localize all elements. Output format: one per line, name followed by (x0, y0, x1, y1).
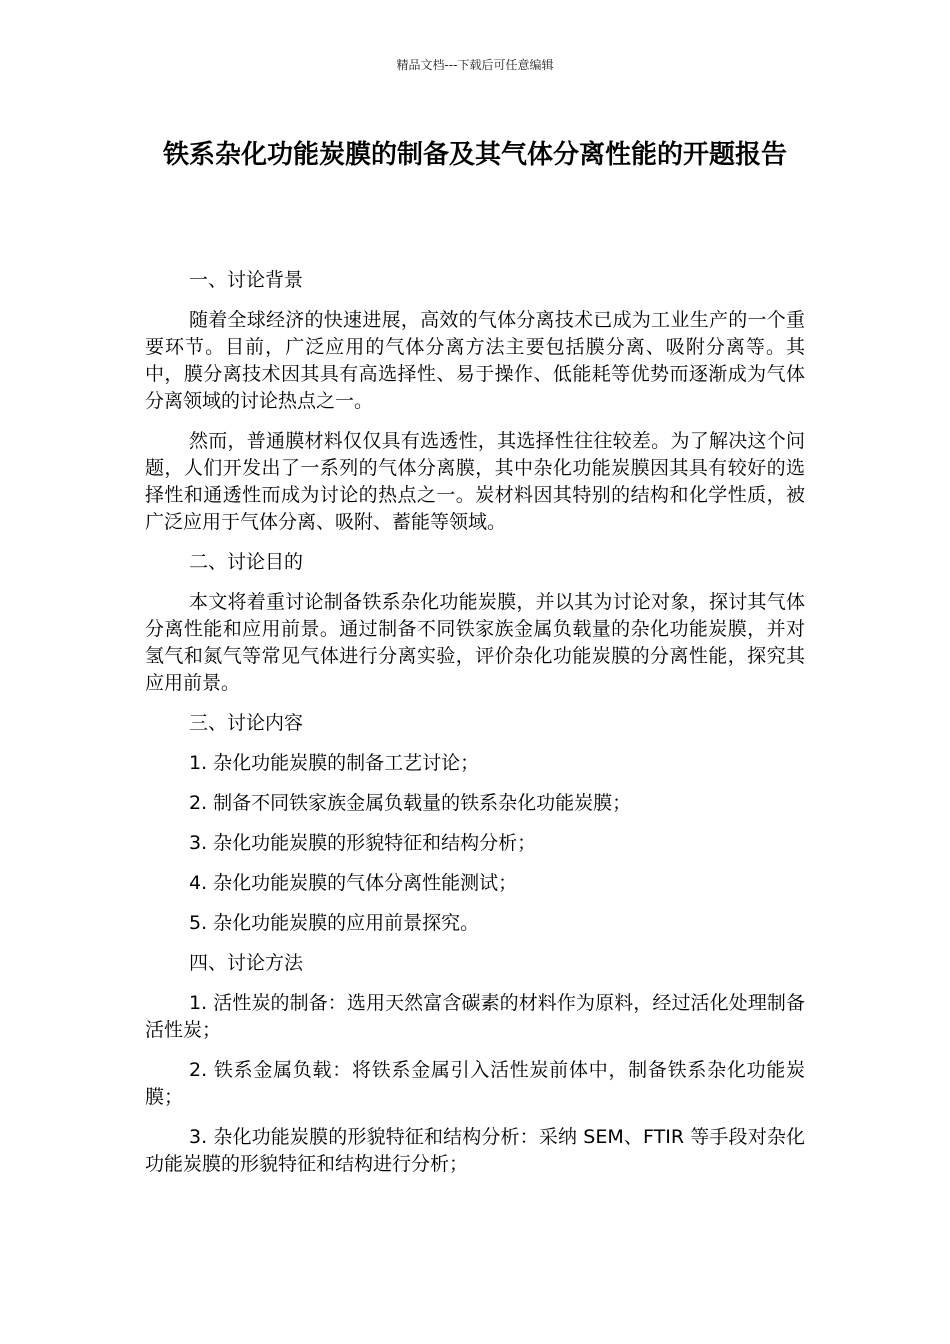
paragraph-purpose: 本文将着重讨论制备铁系杂化功能炭膜，并以其为讨论对象，探讨其气体分离性能和应用前景。通过制备不同铁家族金属负载量的杂化功能炭膜，并对氢气和氮气等常见气体进行分离实验，评价杂化功能炭膜的分离性能，探究其应用前景。 (145, 591, 805, 694)
paragraph-background-2: 然而，普通膜材料仅仅具有选透性，其选择性往往较差。为了解决这个问题，人们开发出了一系列的气体分离膜，其中杂化功能炭膜因其具有较好的选择性和通透性而成为讨论的热点之一。炭材料因其特别的结构和化学性质，被广泛应用于气体分离、吸附、蓄能等领域。 (145, 430, 805, 533)
page-header-watermark: 精品文档---下载后可任意编辑 (396, 58, 554, 72)
section-heading-purpose: 二、讨论目的 (189, 551, 304, 573)
section-heading-content: 三、讨论内容 (189, 712, 304, 734)
section-heading-methods: 四、讨论方法 (189, 952, 304, 974)
method-list-item-3: 3. 杂化功能炭膜的形貌特征和结构分析：采纳 SEM、FTIR 等手段对杂化功能炭膜的形貌特征和结构进行分析； (145, 1126, 805, 1175)
content-list-item-4: 4. 杂化功能炭膜的气体分离性能测试； (189, 872, 518, 894)
content-list-item-2: 2. 制备不同铁家族金属负载量的铁系杂化功能炭膜； (189, 792, 632, 814)
content-list-item-1: 1. 杂化功能炭膜的制备工艺讨论； (189, 752, 480, 774)
paragraph-background-1: 随着全球经济的快速进展，高效的气体分离技术已成为工业生产的一个重要环节。目前，广泛应用的气体分离方法主要包括膜分离、吸附分离等。其中，膜分离技术因其具有高选择性、易于操作、低能耗等优势而逐渐成为气体分离领域的讨论热点之一。 (145, 309, 805, 412)
method-list-item-1: 1. 活性炭的制备：选用天然富含碳素的材料作为原料，经过活化处理制备活性炭； (145, 992, 805, 1041)
document-body (145, 267, 805, 1191)
document-title: 铁系杂化功能炭膜的制备及其气体分离性能的开题报告 (162, 140, 787, 170)
section-heading-background: 一、讨论背景 (189, 269, 304, 291)
method-list-item-2: 2. 铁系金属负载：将铁系金属引入活性炭前体中，制备铁系杂化功能炭膜； (145, 1059, 805, 1108)
content-list-item-5: 5. 杂化功能炭膜的应用前景探究。 (189, 912, 480, 934)
content-list-item-3: 3. 杂化功能炭膜的形貌特征和结构分析； (189, 832, 537, 854)
